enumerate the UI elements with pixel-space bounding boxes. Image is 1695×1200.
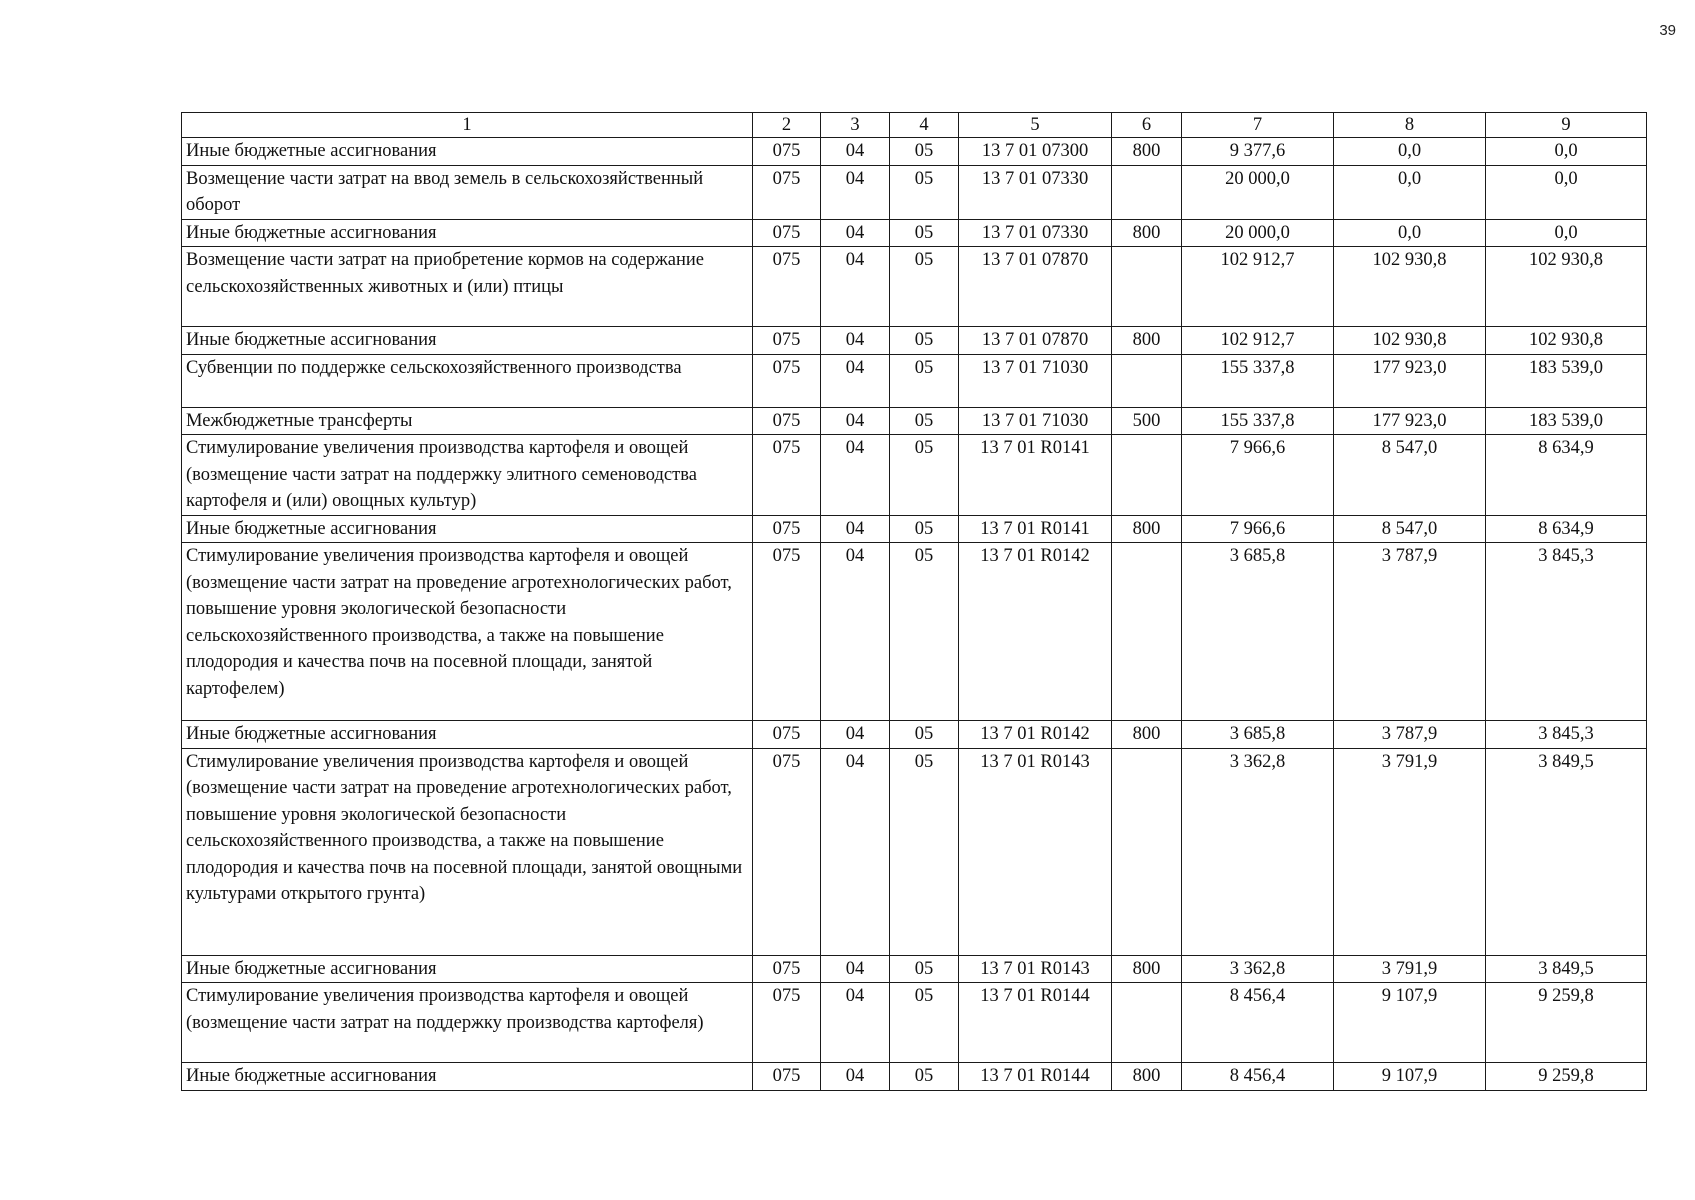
col2-code: 075 [753,354,821,407]
page-number: 39 [1659,22,1676,39]
table-row [182,327,1647,355]
col7-amount: 7 966,6 [1182,435,1334,516]
col4-subsection: 05 [890,247,959,327]
col2-code: 075 [753,407,821,435]
col4-subsection: 05 [890,435,959,516]
col5-target-code: 13 7 01 07330 [959,165,1112,219]
header-cell: 4 [890,113,959,138]
col5-target-code: 13 7 01 R0143 [959,748,1112,955]
col3-section: 04 [821,219,890,247]
table-row [182,515,1647,543]
col4-subsection: 05 [890,407,959,435]
col9-amount: 0,0 [1486,138,1647,166]
col3-section: 04 [821,721,890,749]
col8-amount: 0,0 [1334,138,1486,166]
col2-code: 075 [753,515,821,543]
col9-amount: 0,0 [1486,165,1647,219]
row-name: Иные бюджетные ассигнования [182,1063,753,1091]
col4-subsection: 05 [890,327,959,355]
table-row [182,955,1647,983]
col4-subsection: 05 [890,721,959,749]
row-name: Межбюджетные трансферты [182,407,753,435]
table-row [182,247,1647,327]
col5-target-code: 13 7 01 R0141 [959,435,1112,516]
table-row [182,165,1647,219]
col3-section: 04 [821,407,890,435]
table-row [182,543,1647,721]
col2-code: 075 [753,138,821,166]
col7-amount: 20 000,0 [1182,219,1334,247]
col2-code: 075 [753,219,821,247]
col8-amount: 0,0 [1334,219,1486,247]
col2-code: 075 [753,983,821,1063]
row-name: Иные бюджетные ассигнования [182,721,753,749]
col5-target-code: 13 7 01 07870 [959,247,1112,327]
col9-amount: 9 259,8 [1486,1063,1647,1091]
col8-amount: 102 930,8 [1334,327,1486,355]
col9-amount: 8 634,9 [1486,515,1647,543]
col6-expense-type [1112,983,1182,1063]
col8-amount: 0,0 [1334,165,1486,219]
col7-amount: 155 337,8 [1182,407,1334,435]
header-cell: 3 [821,113,890,138]
col7-amount: 8 456,4 [1182,983,1334,1063]
col3-section: 04 [821,983,890,1063]
col5-target-code: 13 7 01 71030 [959,354,1112,407]
table-row [182,354,1647,407]
table-row [182,721,1647,749]
col7-amount: 3 685,8 [1182,543,1334,721]
col9-amount: 102 930,8 [1486,247,1647,327]
col4-subsection: 05 [890,138,959,166]
col8-amount: 3 791,9 [1334,748,1486,955]
col8-amount: 177 923,0 [1334,407,1486,435]
col3-section: 04 [821,247,890,327]
table-row [182,435,1647,516]
col6-expense-type: 800 [1112,515,1182,543]
col8-amount: 3 787,9 [1334,721,1486,749]
col6-expense-type [1112,748,1182,955]
col9-amount: 8 634,9 [1486,435,1647,516]
col7-amount: 3 362,8 [1182,955,1334,983]
col6-expense-type: 800 [1112,219,1182,247]
col3-section: 04 [821,165,890,219]
col4-subsection: 05 [890,955,959,983]
col8-amount: 3 787,9 [1334,543,1486,721]
table-row [182,138,1647,166]
row-name: Иные бюджетные ассигнования [182,138,753,166]
col5-target-code: 13 7 01 R0144 [959,983,1112,1063]
header-cell: 1 [182,113,753,138]
table-row [182,983,1647,1063]
header-row [182,113,1647,138]
col7-amount: 8 456,4 [1182,1063,1334,1091]
row-name: Иные бюджетные ассигнования [182,955,753,983]
col6-expense-type: 800 [1112,1063,1182,1091]
row-name: Возмещение части затрат на ввод земель в сельскохозяйственный оборот [182,165,753,219]
col3-section: 04 [821,748,890,955]
col9-amount: 3 849,5 [1486,748,1647,955]
row-name: Стимулирование увеличения производства картофеля и овощей (возмещение части затрат на поддержку элитного семеноводства картофеля и (или) овощных культур) [182,435,753,516]
col3-section: 04 [821,955,890,983]
header-cell: 9 [1486,113,1647,138]
col8-amount: 8 547,0 [1334,435,1486,516]
col2-code: 075 [753,247,821,327]
col2-code: 075 [753,748,821,955]
col7-amount: 3 362,8 [1182,748,1334,955]
col2-code: 075 [753,435,821,516]
col2-code: 075 [753,165,821,219]
col8-amount: 9 107,9 [1334,983,1486,1063]
col6-expense-type: 800 [1112,138,1182,166]
row-name: Иные бюджетные ассигнования [182,327,753,355]
row-name: Субвенции по поддержке сельскохозяйственного производства [182,354,753,407]
col8-amount: 102 930,8 [1334,247,1486,327]
col3-section: 04 [821,138,890,166]
col8-amount: 9 107,9 [1334,1063,1486,1091]
col5-target-code: 13 7 01 R0142 [959,543,1112,721]
col4-subsection: 05 [890,1063,959,1091]
col4-subsection: 05 [890,165,959,219]
col3-section: 04 [821,354,890,407]
header-cell: 8 [1334,113,1486,138]
col7-amount: 155 337,8 [1182,354,1334,407]
col5-target-code: 13 7 01 R0141 [959,515,1112,543]
col4-subsection: 05 [890,354,959,407]
col2-code: 075 [753,955,821,983]
col7-amount: 102 912,7 [1182,327,1334,355]
col6-expense-type [1112,247,1182,327]
col8-amount: 177 923,0 [1334,354,1486,407]
col5-target-code: 13 7 01 R0142 [959,721,1112,749]
col3-section: 04 [821,1063,890,1091]
col5-target-code: 13 7 01 07330 [959,219,1112,247]
col5-target-code: 13 7 01 71030 [959,407,1112,435]
col6-expense-type: 800 [1112,327,1182,355]
col9-amount: 0,0 [1486,219,1647,247]
col6-expense-type [1112,354,1182,407]
row-name: Возмещение части затрат на приобретение кормов на содержание сельскохозяйственных животных и (или) птицы [182,247,753,327]
col5-target-code: 13 7 01 R0144 [959,1063,1112,1091]
col4-subsection: 05 [890,983,959,1063]
col3-section: 04 [821,515,890,543]
col2-code: 075 [753,327,821,355]
col9-amount: 102 930,8 [1486,327,1647,355]
col6-expense-type: 800 [1112,721,1182,749]
table-row [182,219,1647,247]
header-cell: 6 [1112,113,1182,138]
col9-amount: 3 849,5 [1486,955,1647,983]
col5-target-code: 13 7 01 R0143 [959,955,1112,983]
row-name: Иные бюджетные ассигнования [182,219,753,247]
col6-expense-type: 800 [1112,955,1182,983]
header-cell: 7 [1182,113,1334,138]
col6-expense-type [1112,543,1182,721]
budget-table [181,112,1647,1091]
col2-code: 075 [753,1063,821,1091]
header-cell: 2 [753,113,821,138]
col9-amount: 3 845,3 [1486,721,1647,749]
col6-expense-type [1112,165,1182,219]
col9-amount: 183 539,0 [1486,407,1647,435]
col4-subsection: 05 [890,748,959,955]
table-row [182,1063,1647,1091]
col9-amount: 3 845,3 [1486,543,1647,721]
col9-amount: 9 259,8 [1486,983,1647,1063]
table-row [182,748,1647,955]
col5-target-code: 13 7 01 07300 [959,138,1112,166]
row-name: Стимулирование увеличения производства картофеля и овощей (возмещение части затрат на проведение агротехнологических работ, повышение уровня экологической безопасности сельскохозяйственного производства, а также на повышение плодородия и качества почв на посевной площади, занятой картофелем) [182,543,753,721]
col6-expense-type [1112,435,1182,516]
col9-amount: 183 539,0 [1486,354,1647,407]
col7-amount: 102 912,7 [1182,247,1334,327]
col3-section: 04 [821,327,890,355]
col3-section: 04 [821,543,890,721]
col4-subsection: 05 [890,543,959,721]
col4-subsection: 05 [890,515,959,543]
col8-amount: 8 547,0 [1334,515,1486,543]
col7-amount: 9 377,6 [1182,138,1334,166]
col7-amount: 7 966,6 [1182,515,1334,543]
row-name: Иные бюджетные ассигнования [182,515,753,543]
col3-section: 04 [821,435,890,516]
col2-code: 075 [753,543,821,721]
col7-amount: 20 000,0 [1182,165,1334,219]
header-cell: 5 [959,113,1112,138]
col6-expense-type: 500 [1112,407,1182,435]
col4-subsection: 05 [890,219,959,247]
col2-code: 075 [753,721,821,749]
row-name: Стимулирование увеличения производства картофеля и овощей (возмещение части затрат на проведение агротехнологических работ, повышение уровня экологической безопасности сельскохозяйственного производства, а также на повышение плодородия и качества почв на посевной площади, занятой овощными культурами открытого грунта) [182,748,753,955]
col7-amount: 3 685,8 [1182,721,1334,749]
col8-amount: 3 791,9 [1334,955,1486,983]
table-row [182,407,1647,435]
row-name: Стимулирование увеличения производства картофеля и овощей (возмещение части затрат на поддержку производства картофеля) [182,983,753,1063]
col5-target-code: 13 7 01 07870 [959,327,1112,355]
